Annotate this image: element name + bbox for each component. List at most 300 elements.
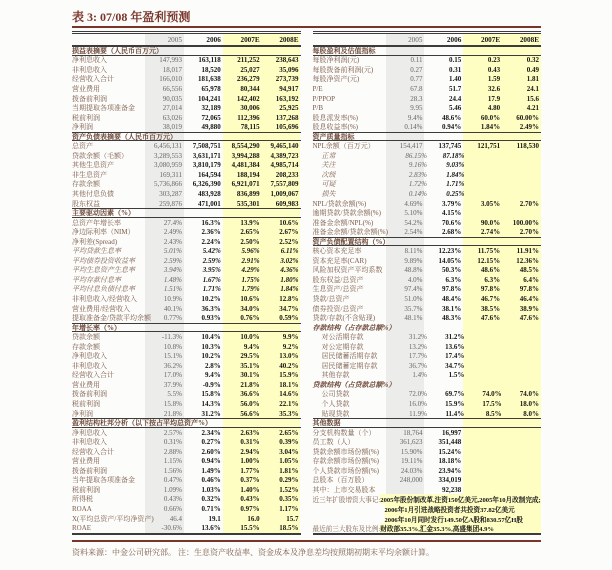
row-label: 存款余额 xyxy=(72,342,100,351)
cell-2006: 16.3% xyxy=(201,218,221,227)
section-row xyxy=(313,380,542,390)
table-row xyxy=(72,170,301,180)
cell-2005: 2.54% xyxy=(404,228,423,237)
row-label: 税前利润 xyxy=(72,485,100,494)
table-row xyxy=(72,447,301,457)
cell-2007E: 6.3% xyxy=(484,275,501,284)
row-label: 当年提取各项准备金 xyxy=(72,476,135,485)
cell-2008E: 208,233 xyxy=(275,170,299,179)
cell-2005: 31.2% xyxy=(408,333,427,342)
row-label: 非利息收入 xyxy=(72,438,107,447)
cell-2007E: 56.6% xyxy=(240,409,260,418)
cell-2006: 36.3% xyxy=(201,304,221,313)
cell-2008E: 2.70% xyxy=(519,199,539,208)
cell-2007E: 74.0% xyxy=(482,390,502,399)
cell-2008E: 118,530 xyxy=(516,142,539,151)
section-label: 主要驱动因素（%） xyxy=(72,209,135,218)
cell-2005: 0.66% xyxy=(163,505,182,514)
table-row xyxy=(313,227,542,237)
cell-2007E: 236,279 xyxy=(236,75,260,84)
table-row xyxy=(313,94,542,104)
cell-2008E: 0.32 xyxy=(526,56,539,65)
table-row xyxy=(72,56,301,66)
table-row xyxy=(313,180,542,190)
cell-2006: 38.1% xyxy=(442,304,462,313)
section-row xyxy=(313,418,542,428)
row-label: 股东权益 xyxy=(72,199,100,208)
cell-2005: 0.47% xyxy=(163,476,182,485)
cell-2007E: 17.9 xyxy=(487,94,501,103)
row-label: 净利息收入 xyxy=(72,56,107,65)
cell-2006: 3.95% xyxy=(202,266,221,275)
table-row xyxy=(313,266,542,276)
cell-2007E: 80,344 xyxy=(240,84,260,93)
cell-2005: 1.48% xyxy=(163,275,182,284)
row-label: 税前利润 xyxy=(72,400,100,409)
row-label: 营业费用/经营收入 xyxy=(72,304,130,313)
table-row xyxy=(313,428,542,438)
table-row xyxy=(313,313,542,323)
cell-2008E: 9.2% xyxy=(282,342,299,351)
cell-2007E: 5.96% xyxy=(241,247,260,256)
cell-2006: 9.4% xyxy=(205,371,221,380)
cell-2005: 1.15% xyxy=(163,457,182,466)
row-label: 总股本（百万股） xyxy=(312,476,369,485)
cell-2008E: 7,557,809 xyxy=(270,180,299,189)
table-row xyxy=(72,380,301,390)
cell-2008E: 3.02% xyxy=(280,256,299,265)
table-row xyxy=(313,56,542,66)
cell-2006: 92,238 xyxy=(442,485,462,494)
cell-2005: 2.59% xyxy=(163,256,182,265)
cell-2007E: 16.0 xyxy=(247,514,260,523)
cell-2005: 259,876 xyxy=(159,199,182,208)
section-label: 贷款结构（占贷款总额%） xyxy=(312,380,396,389)
cell-2007E: 0.43 xyxy=(487,65,501,74)
cell-2008E: 35,096 xyxy=(279,65,299,74)
table-row xyxy=(313,65,542,75)
row-label: 拨备前利润 xyxy=(72,466,107,475)
cell-2006: 163,118 xyxy=(198,56,221,65)
cell-2007E: 30.1% xyxy=(240,371,260,380)
row-label: 总资产年增长率 xyxy=(72,218,121,227)
row-label: 股息派发率(%) xyxy=(312,113,358,122)
cell-2006: 104,241 xyxy=(198,94,221,103)
cell-2007E: 3,994,288 xyxy=(231,151,260,160)
row-label: 其他存款 xyxy=(321,371,350,380)
cell-2007E: 0.43% xyxy=(240,495,260,504)
row-label: 贷款余额（毛额） xyxy=(72,151,128,160)
cell-2005: 2.57% xyxy=(163,428,182,437)
cell-2008E: 1.81% xyxy=(279,466,299,475)
row-label: 个人贷款 xyxy=(321,400,350,409)
cell-2006: 34.7% xyxy=(445,361,465,370)
section-row xyxy=(313,132,542,142)
cell-2007E: 211,252 xyxy=(237,56,260,65)
table-row xyxy=(313,437,542,447)
table-title: 表 3: 07/08 年盈利预测 xyxy=(72,10,191,24)
cell-2007E: 35.1% xyxy=(240,361,260,370)
row-label: 营业费用 xyxy=(72,380,100,389)
row-label: 债券投资/总资产 xyxy=(312,304,364,313)
cell-2005: 5.5% xyxy=(167,390,182,399)
column-header-2007E: 2007E xyxy=(480,35,501,44)
cell-2005: 46.4 xyxy=(169,514,182,523)
cell-2006: 12.23% xyxy=(438,247,462,256)
row-label: 净利息收入 xyxy=(72,352,107,361)
cell-2008E: 1.84% xyxy=(280,285,299,294)
cell-2008E: 47.6% xyxy=(519,314,539,323)
table-row xyxy=(313,514,542,524)
cell-2007E: 46.7% xyxy=(480,294,501,303)
row-label: 净利润 xyxy=(72,123,93,132)
cell-2006: 15.24% xyxy=(438,447,462,456)
cell-2006: 24.4 xyxy=(449,94,462,103)
cell-2008E: 25,925 xyxy=(279,104,299,113)
cell-2005: 0.14% xyxy=(408,189,427,198)
row-label: 平均债券投资收益率 xyxy=(72,256,135,265)
cell-2008E: 18.1% xyxy=(279,380,299,389)
table-row xyxy=(72,84,301,94)
cell-2008E: 2.67% xyxy=(279,228,299,237)
cell-2005: 13.2% xyxy=(408,342,427,351)
row-label: P/PPOP xyxy=(312,94,336,103)
cell-2008E: 1.81 xyxy=(526,75,539,84)
cell-2006: 0.32% xyxy=(201,495,221,504)
cell-2007E: 2.63% xyxy=(240,428,260,437)
table-row xyxy=(72,523,301,533)
row-label: 净利息收入 xyxy=(72,428,107,437)
cell-2005: 248,000 xyxy=(399,476,423,485)
table-row xyxy=(72,313,301,323)
table-row xyxy=(72,65,301,75)
cell-2008E: 9.9% xyxy=(282,333,299,342)
cell-2007E: 4.29% xyxy=(241,266,260,275)
cell-2005: 0.14% xyxy=(404,123,423,132)
cell-2005: 147,993 xyxy=(159,56,182,65)
cell-2006: 10.4% xyxy=(201,333,221,342)
cell-2005: 8.11% xyxy=(404,247,423,256)
row-label: 非利息收入 xyxy=(72,65,107,74)
row-label: 平均存款付息率 xyxy=(72,275,121,284)
table-row xyxy=(313,390,542,400)
cell-2005: 67.8 xyxy=(410,84,423,93)
row-label: 贴现贷款 xyxy=(321,409,350,418)
cell-2006: 3,810,179 xyxy=(192,161,221,170)
cell-2005: 27,014 xyxy=(162,104,182,113)
section-label: 其他数据 xyxy=(312,419,341,428)
table-row xyxy=(313,409,542,419)
cell-2006: 0.31 xyxy=(449,65,462,74)
cell-2006: 351,448 xyxy=(438,438,462,447)
cell-2006: 181,638 xyxy=(198,75,221,84)
table-row xyxy=(72,113,301,123)
row-label: 关注 xyxy=(321,161,336,170)
row-label: 存款余额 xyxy=(72,180,100,189)
cell-2008E: 2.65% xyxy=(279,428,299,437)
section-label: 资产负债表摘要（人民币百万元） xyxy=(72,132,177,141)
row-label: 每股净利润(元) xyxy=(312,56,360,65)
cell-2005: 1.56% xyxy=(163,466,182,475)
cell-2008E: 105,696 xyxy=(275,123,299,132)
cell-2008E: 6.4% xyxy=(523,275,539,284)
cell-2005: 4.69% xyxy=(404,199,423,208)
table-row xyxy=(313,275,542,285)
section-row xyxy=(72,208,301,218)
cell-2008E: 1.80% xyxy=(280,275,299,284)
cell-2006: 2.36% xyxy=(201,228,221,237)
row-label: 税前利润 xyxy=(72,113,100,122)
section-row xyxy=(72,132,301,142)
cell-2006: 5.42% xyxy=(202,247,221,256)
cell-2006: 9.03% xyxy=(446,161,465,170)
cell-2005: 2.43% xyxy=(163,237,182,246)
cell-2005: 86.15% xyxy=(405,151,427,160)
cell-2006: 483,928 xyxy=(198,189,221,198)
table-row xyxy=(313,113,542,123)
cell-2006: 0.27% xyxy=(201,438,221,447)
row-label: 准备金余额/NPL(%) xyxy=(312,218,374,227)
table-row xyxy=(313,170,542,180)
cell-2005: 27.4% xyxy=(163,218,182,227)
cell-2006: 72,065 xyxy=(201,113,221,122)
table-row xyxy=(72,485,301,495)
row-label: ROAE xyxy=(72,524,92,533)
cell-2007E: 15.5% xyxy=(240,524,260,533)
cell-2006: 10.2% xyxy=(201,352,221,361)
cell-2007E: 17.5% xyxy=(482,400,502,408)
cell-2005: 21.8% xyxy=(163,409,182,418)
row-label: 每股拨备前利润(元) xyxy=(312,65,374,74)
cell-2008E: 40.2% xyxy=(279,361,299,370)
cell-2006: 49,880 xyxy=(201,123,221,132)
cell-2006: 1.84% xyxy=(446,170,465,179)
table-row xyxy=(72,75,301,85)
cell-2005: 15.8% xyxy=(163,400,182,408)
cell-2008E: 11.91% xyxy=(516,247,539,256)
cell-2008E: 14.6% xyxy=(279,390,299,399)
row-label: 风险加权资产平均系数 xyxy=(312,266,383,275)
cell-2006: 10.3% xyxy=(201,342,221,351)
row-label: 贷款余额 xyxy=(72,333,100,342)
table-row xyxy=(313,352,542,362)
row-label: 营业费用 xyxy=(72,84,100,93)
cell-2008E: 13.0% xyxy=(279,352,299,361)
left-financial-table xyxy=(72,31,301,535)
row-label: 经营收入合计 xyxy=(72,75,114,84)
row-note-text: 2006年10月同时发行149.50亿A股和830.57亿H股 xyxy=(385,514,523,524)
column-header-2005: 2005 xyxy=(167,35,182,44)
cell-2008E: 10.6% xyxy=(279,218,299,227)
cell-2006: 14.3% xyxy=(201,400,221,408)
row-label: 逾期贷款/贷款余额(%) xyxy=(312,209,381,218)
row-label: 生息资产/总资产 xyxy=(312,285,364,294)
cell-2008E: 15.9% xyxy=(279,371,299,380)
cell-2007E: 0.37% xyxy=(240,476,260,485)
cell-2008E: 0.29% xyxy=(279,476,299,485)
cell-2005: 1.4% xyxy=(412,371,427,380)
cell-2005: 17.7% xyxy=(408,352,427,361)
cell-2006: 2.34% xyxy=(201,428,221,437)
table-row xyxy=(313,122,542,132)
row-label: 拨备前利润 xyxy=(72,94,107,103)
cell-2007E: 29.5% xyxy=(240,352,260,361)
cell-2007E: 2.65% xyxy=(240,228,260,237)
table-row xyxy=(72,409,301,419)
cell-2008E: 18.0% xyxy=(519,400,539,408)
cell-2008E: 12.36% xyxy=(516,256,539,265)
cell-2007E: 1.77% xyxy=(240,466,260,475)
cell-2007E: 1.40% xyxy=(240,485,260,494)
row-label: 个人贷款市场份额(%) xyxy=(312,466,379,475)
table-row xyxy=(72,285,301,295)
row-label: 每股净资产(元) xyxy=(312,75,360,84)
table-row xyxy=(72,151,301,161)
cell-2008E: 137,268 xyxy=(275,113,299,122)
table-row xyxy=(313,399,542,409)
table-row xyxy=(313,189,542,199)
cell-2005: 0.31% xyxy=(163,438,182,447)
table-row xyxy=(72,161,301,171)
cell-2006: 48.4% xyxy=(442,294,462,303)
section-label: 年增长率（%） xyxy=(72,323,121,332)
cell-2008E: 4.36% xyxy=(280,266,299,275)
cell-2008E: 1.05% xyxy=(279,457,299,466)
cell-2005: 10.8% xyxy=(163,342,182,351)
cell-2005: 48.1% xyxy=(404,314,423,323)
cell-2006: 137,745 xyxy=(438,142,462,151)
row-label: 股东权益/总资产 xyxy=(312,275,364,284)
cell-2006: 1.40 xyxy=(449,75,462,84)
cell-2006: 2.24% xyxy=(201,237,221,246)
section-row xyxy=(313,323,542,333)
cell-2007E: 10.6% xyxy=(240,294,260,303)
cell-2007E: 9.4% xyxy=(243,342,260,351)
cell-2005: 66,556 xyxy=(162,84,182,93)
table-row xyxy=(72,332,301,342)
table-row xyxy=(313,495,542,505)
cell-2005: 0.77 xyxy=(410,75,423,84)
cell-2005: 154,417 xyxy=(399,142,423,151)
cell-2008E: 97.8% xyxy=(519,285,539,294)
footer-rule xyxy=(72,540,541,542)
row-label: 其他生息资产 xyxy=(72,161,114,170)
cell-2005: 11.9% xyxy=(409,409,427,418)
cell-2006: 65,978 xyxy=(201,84,221,93)
column-header-2005: 2005 xyxy=(408,35,423,44)
cell-2005: 9.95 xyxy=(410,104,423,113)
cell-2006: 6,326,390 xyxy=(192,180,221,189)
cell-2006: 334,019 xyxy=(438,476,462,485)
row-label: 资本充足率(CAR) xyxy=(312,256,367,265)
row-label: 分支机构数量（个） xyxy=(312,428,376,437)
cell-2007E: 0.31% xyxy=(240,438,260,447)
table-row xyxy=(313,151,542,161)
row-label: 非利息收入 xyxy=(72,361,107,370)
column-header-row xyxy=(313,34,542,46)
cell-2008E: 46.4% xyxy=(519,294,539,303)
section-label: 每股盈利及估值指标 xyxy=(312,46,376,55)
table-row xyxy=(72,371,301,381)
table-row xyxy=(72,466,301,476)
cell-2006: 87.18% xyxy=(442,151,465,160)
cell-2007E: 2.94% xyxy=(240,447,260,456)
cell-2007E: 8,554,290 xyxy=(231,142,260,151)
cell-2005: 361,623 xyxy=(399,438,423,447)
cell-2007E: 36.6% xyxy=(240,390,260,399)
cell-2005: 28.3 xyxy=(410,94,423,103)
cell-2005: 38,019 xyxy=(162,123,182,132)
row-label: P/E xyxy=(312,84,323,93)
cell-2007E: 48.6% xyxy=(480,266,501,275)
row-label: 次级 xyxy=(321,170,336,179)
cell-2007E: 32.6 xyxy=(487,84,501,93)
section-row xyxy=(313,46,542,56)
cell-2006: 70.6% xyxy=(442,218,462,227)
row-label: 存款余额市场份额(%) xyxy=(312,457,379,466)
table-row xyxy=(313,208,542,218)
row-label: 其他付息负债 xyxy=(72,189,114,198)
cell-2006: 2.68% xyxy=(442,228,462,237)
cell-2006: 11.4% xyxy=(445,409,465,418)
cell-2006: 13.6% xyxy=(201,524,221,533)
cell-2006: 23.94% xyxy=(438,466,462,475)
table-row xyxy=(72,122,301,132)
cell-2007E: 34.0% xyxy=(240,304,260,313)
table-row xyxy=(72,180,301,190)
row-label: 平均贷款生息率 xyxy=(72,247,121,256)
cell-2008E: 24.1 xyxy=(526,84,539,93)
table-row xyxy=(72,476,301,486)
cell-2006: 1.03% xyxy=(201,485,221,494)
cell-2006: 1.49% xyxy=(201,466,221,475)
cell-2005: 1.09% xyxy=(163,485,182,494)
cell-2006: 18.18% xyxy=(438,457,462,466)
cell-2006: 471,001 xyxy=(198,199,221,208)
column-header-2006: 2006 xyxy=(446,35,462,44)
row-label: 经营收入合计 xyxy=(72,447,114,456)
cell-2006: 3,631,171 xyxy=(192,151,221,160)
cell-2005: 9.89% xyxy=(404,256,423,265)
cell-2005: 18,764 xyxy=(403,428,423,437)
row-label: 非利息收入/经营收入 xyxy=(72,295,137,303)
cell-2008E: 163,192 xyxy=(275,94,299,103)
cell-2006: 51.7 xyxy=(449,84,462,93)
cell-2005: 40.1% xyxy=(163,304,182,313)
cell-2007E: 25,027 xyxy=(240,65,260,74)
table-row xyxy=(72,227,301,237)
cell-2005: 17.0% xyxy=(163,371,182,380)
cell-2005: -30.6% xyxy=(161,524,182,533)
row-label: 对公活期存款 xyxy=(321,333,364,342)
cell-2006: 0.71% xyxy=(201,505,221,514)
cell-2005: 5,736,866 xyxy=(153,180,182,189)
title-rule xyxy=(72,26,541,28)
cell-2005: 5.10% xyxy=(404,209,423,218)
cell-2006: 3.79% xyxy=(442,199,462,208)
cell-2006: 4.15% xyxy=(442,209,462,218)
row-label: 贷款/存款(不含贴现) xyxy=(312,314,376,323)
cell-2008E: 74.0% xyxy=(519,390,539,399)
cell-2007E: 11.75% xyxy=(477,247,501,256)
table-row xyxy=(72,237,301,247)
row-label: 净利差(Spread) xyxy=(72,237,118,246)
table-row xyxy=(72,504,301,514)
cell-2007E: 121,751 xyxy=(477,142,501,151)
row-note-text: 财政部35.3%,汇金35.3%,高盛集团4.9% xyxy=(380,523,494,533)
cell-2005: 3,289,553 xyxy=(153,151,182,160)
cell-2006: 31.2% xyxy=(445,333,465,342)
